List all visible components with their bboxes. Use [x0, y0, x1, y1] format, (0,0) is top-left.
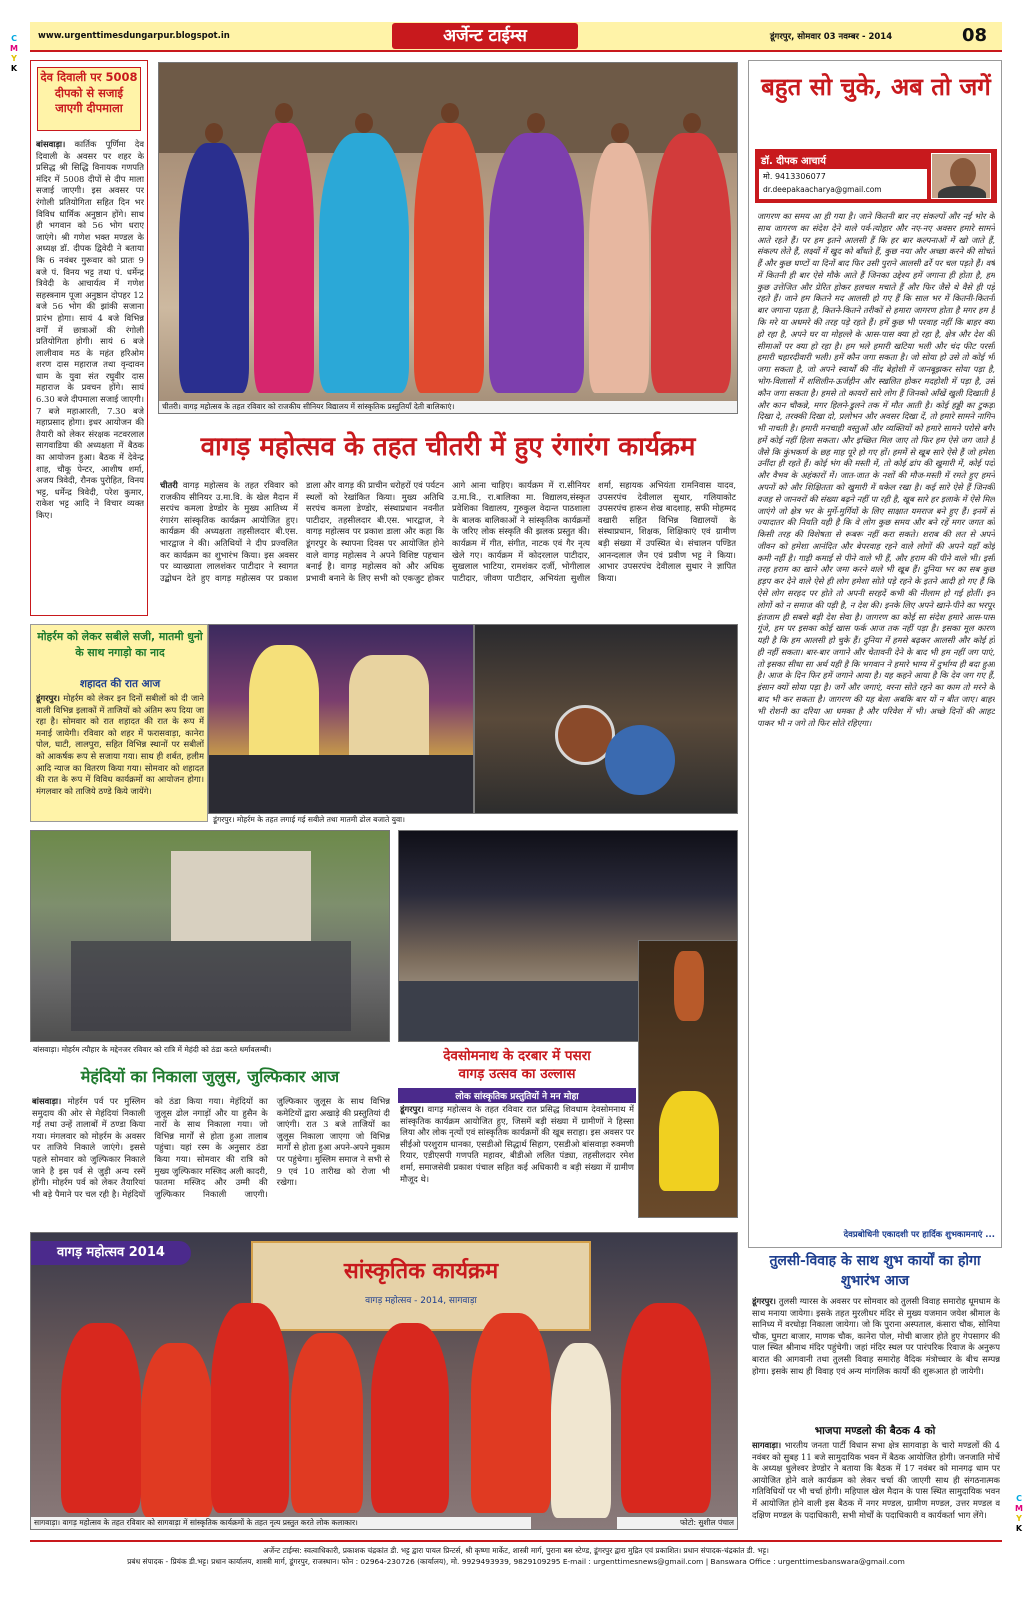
devsomnath-body: [400, 1104, 634, 1218]
imprint-line-2: प्रबंध संपादक - प्रियंक डी.भट्ट। प्रधान कार्यालय, शास्त्री मार्ग, डूंगरपुर, राजस्थान। फोन : 02964-230726 (कार्यालय), मो. 9929493939, 9829109295 E-mail : urgenttimesnews@gmail.com | Banswara Office : urgenttimesbanswara@gmail.com: [127, 1557, 905, 1567]
tulsi-body: [752, 1296, 1000, 1420]
moharram-photo-right: [474, 624, 738, 814]
devsomnath-headline-2: वागड़ उत्सव का उल्लास: [458, 1066, 576, 1082]
chitri-dance-photo: [158, 62, 738, 414]
moharram-dateline: डूंगरपुर।: [36, 693, 60, 703]
page-number: 08: [962, 25, 988, 46]
author-name: डॉ. दीपक आचार्य: [761, 156, 826, 167]
vagad-2014-caption: सागवाड़ा। वागड़ महोत्सव के तहत रविवार को सागवाड़ा में सांस्कृतिक कार्यक्रमों के तहत नृत्य प्रस्तुत करते लोक कलाकार।: [31, 1517, 531, 1529]
moharram-subhead: शहादत की रात आज: [79, 678, 161, 690]
editorial-column: [748, 60, 1002, 1248]
dev-diwali-dateline: बांसवाड़ा।: [36, 139, 66, 149]
vagad-2014-banner-sub: वागड़ महोत्सव - 2014, सागवाड़ा: [365, 1296, 477, 1306]
vagad-main-body: [160, 480, 736, 612]
bjp-text: भारतीय जनता पार्टी विधान सभा क्षेत्र सागवाड़ा के चारो मण्डलों की 4 नवंबर को सुबह 11 बजे सामुदायिक भवन में बैठक आयोजित होगी। जनजाति मोर्चे के अध्यक्ष धुलेश्वर डेण्डोर ने बताया कि बैठक में 17 नवंबर को मानगढ़ धाम पर आयोजित होने वाले कार्यक्रम को लेकर चर्चा की जाएगी साथ ही संगठनात्मक गतिविधियों पर भी चर्चा होगी। महिपाल खेल मैदान के पास स्थित सामुदायिक भवन में आयोजित होने वाली इस बैठक में नगर मण्डल, ग्रामीण मण्डल, उत्तर मण्डल व दक्षिण मण्डल के पदाधिकारी, सभी मोर्चों के पदाधिकारी व कार्यकर्ता भाग लेंगे।: [752, 1440, 1000, 1520]
author-box: [755, 149, 997, 203]
dev-diwali-story: [30, 60, 148, 616]
dateline: डूंगरपुर, सोमवार 03 नवम्बर - 2014: [770, 32, 893, 42]
tulsi-dateline: डूंगरपुर।: [752, 1296, 776, 1306]
author-email[interactable]: dr.deepakaacharya@gmail.com: [763, 185, 882, 194]
vagad-2014-label: वागड़ महोत्सव 2014: [31, 1241, 191, 1265]
mehndi-dateline: बांसवाड़ा।: [32, 1096, 62, 1106]
moharram-text: मोहर्रम को लेकर इन दिनों सबीलों को दी जाने वाली विभिन्न इलाकों में ताजियों को अंतिम रूप दिया जा रहा है। सोमवार को रात शहादत की रात के रूप में मनाई जायेगी। रविवार को शहर में फरासवाड़ा, कानेरा पोल, घाटी, लालपुरा, सहित विभिन्न स्थानों पर सबीलों को आकर्षक रूप से सजाया गया। साथ ही शर्बत, हलीम आदि न्याज का वितरण किया गया। सोमवार को शहादत की रात के रूप में विविध कार्यक्रमों का आयोजन होगा। मंगलवार को ताजिये ठण्डे किये जायेंगे।: [36, 693, 204, 796]
dev-diwali-text: कार्तिक पूर्णिमा देव दिवाली के अवसर पर शहर के प्रसिद्ध श्री सिद्धि विनायक गणपति मंदिर में 5008 दीपों से दीप माला सजाई जाएगी। इस अवसर पर रंगोली प्रतियोगिता सहित दिन भर विविध धार्मिक अनुष्ठान होंगे। साथ ही भगवान को 56 भोग धराए जाएंगे। श्री गणेश भक्त मण्डल के अध्यक्ष डॉ. दीपक द्विवेदी ने बताया कि 6 नवंबर गुरूवार को प्रातः 9 बजे पं. विनय भट्ट तथा पं. धर्मेन्द्र त्रिवेदी के आचार्यत्व में गणेश सहस्त्रनाम पूजा अनुष्ठान दोपहर 12 बजे 56 भोग की झांकी सजाना प्रारंभ होगा। सायं 4 बजे विभिन्न वर्गों में छात्राओं की रंगोली प्रतियोगिता होगी। सायं 6 बजे लालीवाव मठ के महंत हरिओम शरण दास महाराज तथा वृन्दावन धाम के युवा संत रघुवीर दास महाराज के प्रवचन होंगे। सायं 6.30 बजे दीपमाला सजाई जाएगी। 7 बजे महाआरती, 7.30 बजे महाप्रसाद होगा। इधर आयोजन की तैयारी को लेकर संरक्षक नटवरलाल सागवाडिया की अध्यक्षता में बैठक का आयोजन हुआ। बैठक में देवेन्द्र शाह, चौकू पेन्टर, आशीष शर्मा, अजय त्रिवेदी, रौनक पुरोहित, विनय भट्ट, धर्मेन्द्र त्रिवेदी, परेश कुमार, राकेश भट्ट आदि ने विचार व्यक्त किए।: [36, 139, 144, 520]
vagad-2014-banner-title: सांस्कृतिक कार्यक्रम: [343, 1258, 499, 1284]
cmyk-c: C: [11, 34, 17, 43]
vagad-2014-photo: [30, 1232, 738, 1530]
cmyk-y: Y: [1016, 1514, 1022, 1523]
author-contact-panel: [759, 169, 927, 199]
tulsi-text: तुलसी ग्यारस के अवसर पर सोमवार को तुलसी विवाह समारोह धूमधाम के साथ मनाया जायेगा। इसके तहत मुरलीधर मंदिर से मुख्य यजमान जयेश श्रीमाल के सानिध्य में वरघोड़ा निकाला जायेगा। जो कि पुराना अस्पताल, कंसारा चौक, सोनिया चौक, घुमटा बाजार, माणक चौक, कानेरा पोल, मोची बाजार होते हुए गेपसागर की पाल स्थित श्रीनाथ मंदिर पहुंचेगी। जहां मंदिर स्थल पर पारंपरिक रिवाज के अनुरूप बारात की आगवानी तथा तुलसी विवाह समारोह वैदिक मंत्रोच्चार के बीच सम्पन्न होगा। इसके साथ ही विवाह एवं अन्य मांगलिक कार्यों की शुरूआत हो जायेगी।: [752, 1296, 1000, 1376]
mehndi-headline: मेहंदियों का निकाला जुलुस, जुल्फिकार आज: [80, 1067, 340, 1086]
mehndi-caption: बांसवाड़ा। मोहर्रम त्यौहार के मद्देनजर रविवार को रात्रि में मेहंदी को ठंडा करते धर्मावलम्बी।: [30, 1044, 390, 1056]
imprint-line-1: अर्जेन्ट टाईम्स: स्वत्वाधिकारी, प्रकाशक चंद्रकांत डी. भट्ट द्वारा पायल प्रिन्टर्स, श्री कृष्णा मार्केट, शास्त्री मार्ग, पुराना बस स्टेण्ड, डूंगरपुर द्वारा मुद्रित एवं प्रकाशित। प्रधान संपादक-चंद्रकांत डी. भट्ट।: [263, 1546, 769, 1555]
devsomnath-headline-1: देवसोमनाथ के दरबार में पसरा: [443, 1048, 591, 1064]
cmyk-c: C: [1016, 1494, 1022, 1503]
imprint: [30, 1540, 1002, 1584]
vagad-main-text: वागड़ महोत्सव के तहत रविवार को राजकीय सीनियर उ.मा.वि. के खेल मैदान में सरपंच कमला डेण्डोर के मुख्य आतिथ्य में रंगारंग सांस्कृतिक कार्यक्रम आयोजित हुए। कार्यक्रम की अध्यक्षता तहसीलदार बी.एस. भारद्वाज ने की। अतिथियों ने दीप प्रज्वलित कर कार्यक्रम का शुभारंभ किया। इस अवसर पर व्याख्याता लालशंकर पाटीदार ने स्वागत उद्बोधन देते हुए वागड़ महोत्सव पर प्रकाश डाला और वागड़ की प्राचीन धरोहरों एवं पर्यटन स्थलों को रेखांकित किया। मुख्य अतिथि सरपंच कमला डेण्डोर, संस्थाप्रधान नवनीत पाटीदार, तहसीलदार बी.एस. भारद्वाज, ने वागड़ महोत्सव पर प्रकाश डाला और कहा कि डूंगरपुर के स्थापना दिवस पर आयोजित होने वाले वागड़ महोत्सव ने अपने विशिष्ट पहचान बनाई है। वागड़ महोत्सव को और अधिक प्रभावी बनाने के लिए सभी को एकजुट होकर आगे आना चाहिए। कार्यक्रम में रा.सीनियर उ.मा.वि., रा.बालिका मा. विद्यालय,संस्कृत प्रवेशिका विद्यालय, गुरुकुल वेदान्त पाठशाला के बालक बालिकाओं ने सांस्कृतिक कार्यक्रमों के जरिए लोक संस्कृति की झलक प्रस्तुत की। कार्यक्रम में गीत, संगीत, नाटक एवं गैर नृत्य खेले गए। कार्यक्रम में कोदरलाल पाटीदार, सुखलाल भाटिया, रामशंकर दर्जी, भोगीलाल पाटीदार, जीवण पाटीदार, अभियंता सुशील शर्मा, सहायक अभियंता रामनिवास यादव, उपसरपंच देवीलाल सुथार, गलियाकोट उपसरपंच हारून शेख बादशाह, सफी मोहम्मद वखारी सहित विभिन्न विद्यालयों के संस्थाप्रधान, शिक्षक, शिक्षिकाएं एवं ग्रामीण बड़ी संख्या में उपस्थित थे। संचालन पण्डित आनन्दलाल जैन एवं प्रवीण भट्ट ने किया। आभार उपसरपंच देवीलाल सुथार ने ज्ञापित किया।: [160, 480, 736, 583]
vagad-2014-credit: फोटो: सुशील पंचाल: [617, 1517, 737, 1529]
author-mobile: मो. 9413306077: [763, 172, 826, 181]
dev-diwali-body: [36, 139, 144, 611]
vagad-main-dateline: चीतरी: [160, 480, 178, 490]
vagad-2014-banner: [251, 1241, 591, 1331]
cmyk-m: M: [1015, 1504, 1023, 1513]
cmyk-y: Y: [11, 54, 17, 63]
blog-url[interactable]: www.urgenttimesdungarpur.blogspot.in: [38, 31, 230, 41]
devsomnath-subhead: लोक सांस्कृतिक प्रस्तुतियों ने मन मोहा: [398, 1088, 636, 1103]
cmyk-marks-bottom-right: [1013, 1494, 1025, 1534]
devsomnath-dateline: डूंगरपुर।: [400, 1104, 424, 1114]
devsomnath-text: वागड़ महोत्सव के तहत रविवार रात प्रसिद्ध शिवधाम देवसोमनाथ में सांस्कृतिक कार्यक्रम आयोजित हुए, जिसमें बड़ी संख्या में ग्रामीणों ने हिस्सा लिया और लोक नृत्यों एवं सांस्कृतिक कार्यक्रमों की खूब सराहा। इस अवसर पर सीईओ परशुराम धानका, एसडीओ सिद्धार्थ सिहाग, एसडीओ बांसवाड़ा रुक्मणी रियार, एडीएसपी गणपति महावर, बीडीओ ललित पंड्या, तहसीलदार रमेश शर्मा, समाजसेवी प्रकाश पंचाल सहित कई अधिकारी व बड़ी संख्या में ग्रामीण मौजूद थे।: [400, 1104, 634, 1184]
moharram-photo-left: [208, 624, 474, 814]
mehndi-text: मोहर्रम पर्व पर मुस्लिम समुदाय की ओर से मेहंदियां निकाली गई तथा उन्हें तालाबों में ठण्डा किया गया। मंगलवार को मोहर्रम के अवसर पर ताजिये निकाले जाएंगे। इससे पहले सोमवार को जुल्फिकार निकाले जाने है इस पर्व से जुड़ी अन्य रस्में होंगी। मोहर्रम पर्व को लेकर तैयारियां भी बड़े पैमाने पर चल रही है। मेहंदियों को ठंडा किया गया। मेहंदियों का जुलूस ढोल नगाड़ों और या हुसैन के नारों के साथ निकाला गया। जो विभिन्न मार्गों से होता हुआ तालाब पहुंचा। यहां रस्म के अनुसार ठंडा किया गया। सोमवार की रात्रि को मुख्य जुल्फिकार मस्जिद अली कादरी, फातमा मस्जिद और उम्मी की जुल्फिकार निकाली जाएगी। जुल्फिकार जुलूस के साथ विभिन्न कमेटियों द्वारा अखाड़े की प्रस्तुतियां दी जाएंगी। रात 3 बजे ताजियों का जुलूस निकाला जाएगा जो विभिन्न मार्गों से होता हुआ अपने-अपने मुकाम पर पहुंचेगा। मुस्लिम समाज ने सभी से 9 एवं 10 तारीख को रोजा भी रखेगा।: [32, 1096, 390, 1199]
bjp-body: [752, 1440, 1000, 1532]
cmyk-marks-top-left: [8, 34, 20, 74]
cmyk-k: K: [10, 64, 18, 73]
editorial-body: जागरण का समय आ ही गया है। जाने कितनी बार नए संकल्पों और नई भोर के साथ जागरण का संदेश देने वाले पर्व-त्योहार और नए-नए अवसर हमारे सामने आते रहते हैं। पर हम इतने आलसी हैं कि हर बार कल्पनाओं में खो जाते हैं, संकल्प लेते हैं, लक्ष्यों में खुद को बाँधते हैं, कुछ नया और अच्छा करने की सोचते हैं और कुछ घण्टों या दिनों बाद फिर उसी पुराने आलसी ढर्रे पर चल पड़ते हैं। वर्ष में कितनी ही बार ऐसे मौके आते हैं जिनका उद्देश्य हमें जगाना ही होता है, हम कुछ उत्तेजित और प्रेरित होकर हलचल मचाते हैं और फिर जैसे थे वैसे ही पड़े रहते हैं। जाने हम कितने मद आलसी हो गए हैं कि साल भर में कितनी-कितनी बार जगाना पड़ता है, कितने-कितने तरीकों से हमारा जागरण होता है मगर हम हैं कि मरे या अधमरे की तरह पड़े रहते हैं। हमें कुछ भी परवाह नहीं कि बाहर क्या हो रहा है, अपने घर या मोहल्ले के आस-पास क्या हो रहा है, क्षेत्र और देश की सीमाओं पर क्या हो रहा है। हम भले हमारी खटिया भली और चंद फीट परसी हमारी चहारदीवारी भली। हमें कौन जगा सकता है। जो सोया हो उसे तो कोई भी जगा सकता है, जो अपने स्वार्थों की नींद बेहोशी में जानबूझकर सोया पड़ा है, भोग-विलासों में शशिलीन-ऊर्जहीन और स्खलित होकर मदहोशी में पड़ा है, उसे कौन जगा सकता है। हमसे तो कायरों सारे लोग हैं जिनको आँखें खुली दिखाती हैं और कान चौकन्ने, मगर हिलने-डुलने तक में मौत आती है। कोई हड्डी का टुकड़ा दिखा दे, तरक्की दिखा दो, प्रलोभन और अवसर दिखा दें, तो हमारे सामने नागिन भी नाचती है। हमारी मनचाही वस्तुओं और व्यक्तियों को हमारे सामने परोसे बगैर हमें कोई नहीं हिला सकता। और इच्छित मिल जाए तो फिर हम ऐसे जग जाते हैं जैसे कि कुंभकर्ण के छह माह पूरे हो गए हों। हममें से खूब सारे ऐसे हैं जो हमेशा उनींदा ही रहते हैं। कोई भंग की मस्ती में, तो कोई ढांप की खुमारी में, कोई पदों और वैभव के अहंकारों में। जात-जात के नशों की मौज-मस्ती में रमते हुए हमने अपनों को और शिक्षितता को खुमारी में धकेल रखा है। कई सारे ऐसे हैं जिनकी वजह से जानवरों की संख्या बढ़ने नहीं पा रही है, खूब सारे हर इलाके में ऐसे मिल जाएंगे जो क्षेत्र भर के मुर्गे-मुर्गियों के लिए साक्षात यमराज बने हुए हैं। इनमें से ज्यादातर की नियति यही है कि वे लोग कुछ समय और बने रहें मगर जगत को किसी तरह की विशेषता से रूबरू नहीं करा सकते। शराब की लत से अपने जीवन को हमेशा आनंदित और बेपरवाह रहने वाले लोगों की अपने यहाँ कोई कमी नहीं है। गाड़ी कमाई से पीने वाले भी हैं, और हराम की पीने वाले भी। इसी तरह हराम का खाने और जमा करने वाले भी खूब हैं। दुनिया भर का सब कुछ हड़प कर देने वाले ऐसे ही लोग हमेशा सोते पड़े रहने के इतने आदी हो गए हैं कि ऐसे लोग सरहद पर होते तो अपनी सरहदें कभी की नीलाम हो गई होतीं। इन लोगों को न समाज की पड़ी है, न देश की। इनके लिए अपने खाने-पीने का भरपूर इंतजाम ही सबसे बड़ी देश सेवा है। जागरण का कोई सा संदेश हमारे आस-पास गूंजे, हम पर इसका कोई खास फर्क आज तक नहीं पड़ा है। इसका मूल कारण यही है कि हम आलसी हो चुके हैं। दुनिया में हमसे बढ़कर आलसी और कोई हो ही नहीं सकता। बार-बार जगाने और चेतावनी देने के बाद भी हम नहीं जग पाएं, तो इसका सीधा सा अर्थ यही है कि भगवान ने हमारे भाग्य में दुर्भाग्य ही बदा हुआ है। आज के दिन फिर हमें जगाने आया है। यह कहने आया है कि देव जग गए हैं, इंसान क्यों सोया पड़ा है। जगें और जगाएं, वरना सोते रहने का काम तो मरने के बाद भी कर सकता है। जागरण की यह बेला अबकि बार यों न बीत जाए। बाहर भी रोशनी का दरिया आ धमका है और परिवेश में भी। अच्छे दिनों की आहट पाकर भी न जगे तो फिर सोते रहिएगा।: [757, 211, 995, 728]
bjp-headline: भाजपा मण्डलो की बैठक 4 को: [814, 1425, 936, 1437]
devsomnath-headline: [398, 1046, 636, 1082]
moharram-story: [30, 624, 208, 822]
bjp-dateline: सागवाड़ा।: [752, 1440, 782, 1450]
moharram-caption: डूंगरपुर। मोहर्रम के तहत लगाई गई सबीले तथा मातमी ढोल बजाते युवा।: [210, 814, 736, 826]
cmyk-k: K: [1015, 1524, 1023, 1533]
editorial-signoff: देवप्रबोधिनी एकादशी पर हार्दिक शुभकामनाएं ...: [843, 1230, 995, 1240]
devsomnath-dancer-photo: [638, 940, 738, 1218]
tulsi-headline: तुलसी-विवाह के साथ शुभ कार्यों का होगा शुभारंभ आज: [769, 1253, 981, 1289]
cmyk-m: M: [10, 44, 18, 53]
dev-diwali-headline: देव दिवाली पर 5008 दीपको से सजाई जाएगी दीपमाला: [37, 67, 141, 131]
moharram-headline: मोहर्रम को लेकर सबीले सजी, मातमी धुनो के साथ नगाड़ो का नाद: [37, 630, 203, 659]
masthead: [30, 22, 1002, 52]
mehndi-body: [32, 1096, 390, 1228]
masthead-title: अर्जेन्ट टाईम्स: [392, 23, 578, 49]
moharram-body: [36, 693, 204, 819]
mehndi-photo: [30, 830, 390, 1042]
author-avatar: [931, 153, 991, 199]
editorial-headline: बहुत सो चुके, अब तो जगें: [761, 72, 991, 101]
chitri-caption: चीतरी। वागड़ महोत्सव के तहत रविवार को राजकीय सीनियर विद्यालय में सांस्कृतिक प्रस्तुतियॉं देती बालिकाएं।: [159, 401, 738, 413]
vagad-main-headline: वागड़ महोत्सव के तहत चीतरी में हुए रंगारंग कार्यक्रम: [200, 432, 696, 462]
